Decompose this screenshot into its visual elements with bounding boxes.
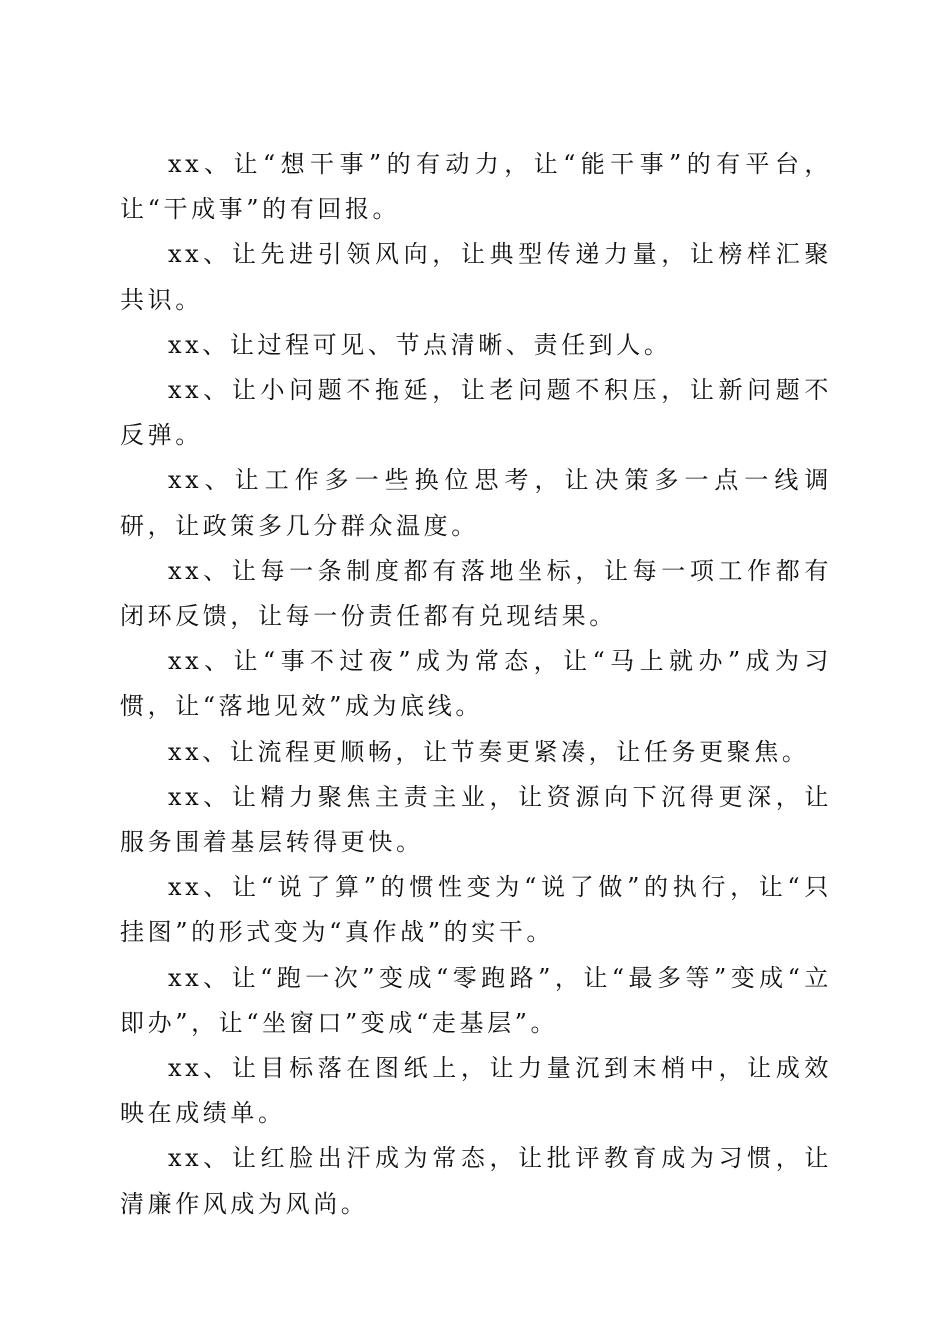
paragraph: xx、让每一条制度都有落地坐标，让每一项工作都有闭环反馈，让每一份责任都有兑现结果。 [120,556,832,631]
paragraph: xx、让红脸出汗成为常态，让批评教育成为习惯，让清廉作风成为风尚。 [120,1144,832,1218]
paragraph: xx、让过程可见、节点清晰、责任到人。 [168,330,672,359]
paragraph: xx、让“想干事”的有动力，让“能干事”的有平台，让“干成事”的有回报。 [120,150,832,224]
paragraph: xx、让“跑一次”变成“零跑路”，让“最多等”变成“立即办”，让“坐窗口”变成“走基层”。 [120,963,832,1037]
paragraph: xx、让小问题不拖延，让老问题不积压，让新问题不反弹。 [120,376,832,450]
paragraph: xx、让先进引领风向，让典型传递力量，让榜样汇聚共识。 [120,240,832,314]
paragraph: xx、让流程更顺畅，让节奏更紧凑，让任务更聚焦。 [168,737,810,766]
paragraph: xx、让精力聚焦主责主业，让资源向下沉得更深，让服务围着基层转得更快。 [120,782,832,857]
paragraph: xx、让工作多一些换位思考，让决策多一点一线调研，让政策多几分群众温度。 [120,466,832,540]
paragraph: xx、让“说了算”的惯性变为“说了做”的执行，让“只挂图”的形式变为“真作战”的实干。 [120,873,832,947]
paragraph: xx、让目标落在图纸上，让力量沉到末梢中，让成效映在成绩单。 [120,1054,832,1128]
paragraph: xx、让“事不过夜”成为常态，让“马上就办”成为习惯，让“落地见效”成为底线。 [120,647,832,721]
document-body [120,142,832,1227]
